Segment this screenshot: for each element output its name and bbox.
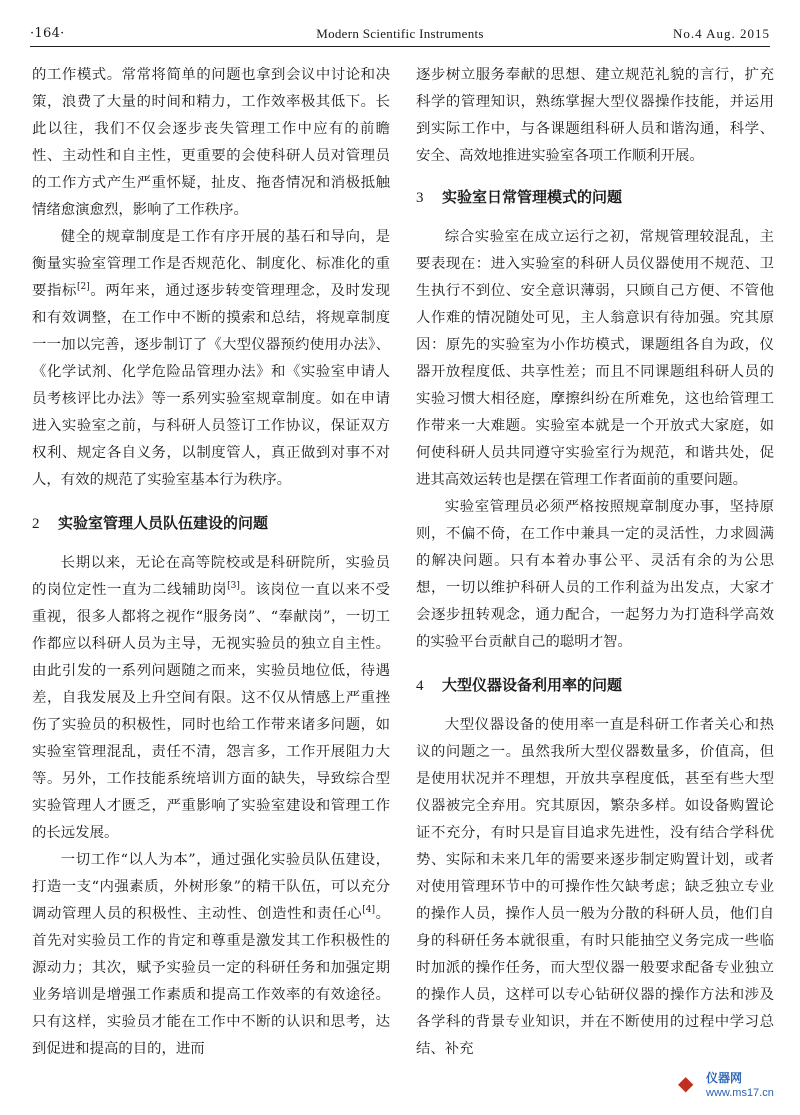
citation-ref[interactable]: [2] xyxy=(77,282,90,292)
journal-name: Modern Scientific Instruments xyxy=(316,26,484,41)
section-heading xyxy=(416,672,774,700)
page-number: ·164· xyxy=(30,26,65,41)
site-watermark xyxy=(678,1067,790,1107)
section-title: 实验室日常管理模式的问题 xyxy=(442,188,623,206)
paragraph-text: 。两年来，通过逐步转变管理理念，及时发现和有效调整，在工作中不断的摸索和总结，将规章制度一一加以完善，逐步制订了《大型仪器预约使用办法》、《化学试剂、化学危险品管理办法》和《实验室申请人员考核评比办法》等一系列实验室规章制度。如在申请进入实验室之前，与科研人员签订工作协议，保证双方权利、规定各自义务，以制度管人，真正做到对事不对人，有效的规范了实验室基本行为秩序。 xyxy=(32,283,390,488)
watermark-url: www.ms17.cn xyxy=(706,1087,774,1099)
right-column xyxy=(416,62,774,1063)
watermark-logo-icon: ◆ xyxy=(678,1071,694,1095)
watermark-name: 仪器网 xyxy=(706,1071,743,1085)
section-heading xyxy=(416,184,774,212)
paragraph: 逐步树立服务奉献的思想、建立规范礼貌的言行，扩充科学的管理知识，熟练掌握大型仪器操作技能，并运用到实际工作中，与各课题组科研人员和谐沟通，科学、安全、高效地推进实验室各项工作顺利开展。 xyxy=(416,67,774,164)
section-number: 2 xyxy=(32,516,40,532)
section-heading xyxy=(32,510,390,538)
paragraph: 的工作模式。常常将简单的问题也拿到会议中讨论和决策，浪费了大量的时间和精力，工作效率极其低下。长此以往，我们不仅会逐步丧失管理工作中应有的前瞻性、主动性和自主性，更重要的会使科研人员对管理员的工作方式产生严重怀疑，扯皮、拖沓情况和消极抵触情绪愈演愈烈，影响了工作秩序。 xyxy=(32,67,390,218)
paragraph xyxy=(32,550,390,847)
paragraph-text: 。该岗位一直以来不受重视，很多人都将之视作“服务岗”、“奉献岗”，一切工作都应以科研人员为主导，无视实验员的独立自主性。由此引发的一系列问题随之而来，实验员地位低，待遇差，自我发展及上升空间有限。这不仅从情感上严重挫伤了实验员的积极性，同时也给工作带来诸多问题，如实验室管理混乱，责任不清，怨言多，工作开展阻力大等。另外，工作技能系统培训方面的缺失，导致综合型实验管理人才匮乏，严重影响了实验室建设和管理工作的长远发展。 xyxy=(32,582,390,841)
paragraph: 实验室管理员必须严格按照规章制度办事，坚持原则，不偏不倚，在工作中兼具一定的灵活性，力求圆满的解决问题。只有本着办事公平、灵活有余的为公思想，一切以维护科研人员的工作利益为出发点，大家才会逐步扭转观念，通力配合，一起努力为打造科学高效的实验平台贡献自己的聪明才智。 xyxy=(416,499,774,650)
section-number: 3 xyxy=(416,190,424,206)
paragraph xyxy=(32,224,390,494)
paragraph: 大型仪器设备的使用率一直是科研工作者关心和热议的问题之一。虽然我所大型仪器数量多，价值高，但是使用状况并不理想，开放共享程度低，甚至有些大型仪器被完全弃用。究其原因，繁杂多样。如设备购置论证不充分，有时只是盲目追求先进性，没有结合学科优势、实际和未来几年的需要来逐步制定购置计划，或者对使用管理环节中的可操作性欠缺考虑；缺乏独立专业的操作人员，操作人员一般为分散的科研人员，他们自身的科研任务本就很重，有时只能抽空义务完成一些临时加派的操作任务，而大型仪器一般要求配备专业独立的操作人员，这样可以专心钻研仪器的操作方法和涉及各学科的背景专业知识，并在不断使用的过程中学习总结、补充 xyxy=(416,717,774,1057)
citation-ref[interactable]: [4] xyxy=(362,905,375,915)
paragraph-text: 。首先对实验员工作的肯定和尊重是激发其工作积极性的源动力；其次，赋予实验员一定的科研任务和加强定期业务培训是增强工作素质和提高工作效率的有效途径。只有这样，实验员才能在工作中不断的认识和思考，达到促进和提高的目的，进而 xyxy=(32,906,390,1057)
section-title: 大型仪器设备利用率的问题 xyxy=(442,676,623,694)
paragraph: 综合实验室在成立运行之初，常规管理较混乱，主要表现在：进入实验室的科研人员仪器使用不规范、卫生执行不到位、安全意识薄弱，只顾自己方便、不管他人作难的情况随处可见，主人翁意识有待加强。究其原因：原先的实验室为小作坊模式，课题组各自为政，仪器开放程度低、共享性差；而且不同课题组科研人员的实验习惯大相径庭，摩擦纠纷在所难免，这也给管理工作带来一大难题。实验室本就是一个开放式大家庭，如何使科研人员共同遵守实验室行为规范，和谐共处，促进其高效运转也是摆在管理工作者面前的重要问题。 xyxy=(416,229,774,488)
issue-info: No.4 Aug. 2015 xyxy=(672,26,770,41)
paragraph-text: 一切工作“以人为本”，通过强化实验员队伍建设，打造一支“内强素质，外树形象”的精干队伍，可以充分调动管理人员的积极性、主动性、创造性和责任心 xyxy=(32,852,390,922)
paragraph xyxy=(32,847,390,1063)
section-number: 4 xyxy=(416,678,424,694)
citation-ref[interactable]: [3] xyxy=(227,581,240,591)
paragraph-text: 健全的规章制度是工作有序开展的基石和导向，是衡量实验室管理工作是否规范化、制度化、标准化的重要指标 xyxy=(32,229,390,299)
paragraph-text: 长期以来，无论在高等院校或是科研院所，实验员的岗位定性一直为二线辅助岗 xyxy=(32,555,390,598)
left-column xyxy=(32,62,390,1063)
running-header xyxy=(30,24,770,47)
section-title: 实验室管理人员队伍建设的问题 xyxy=(58,514,269,532)
